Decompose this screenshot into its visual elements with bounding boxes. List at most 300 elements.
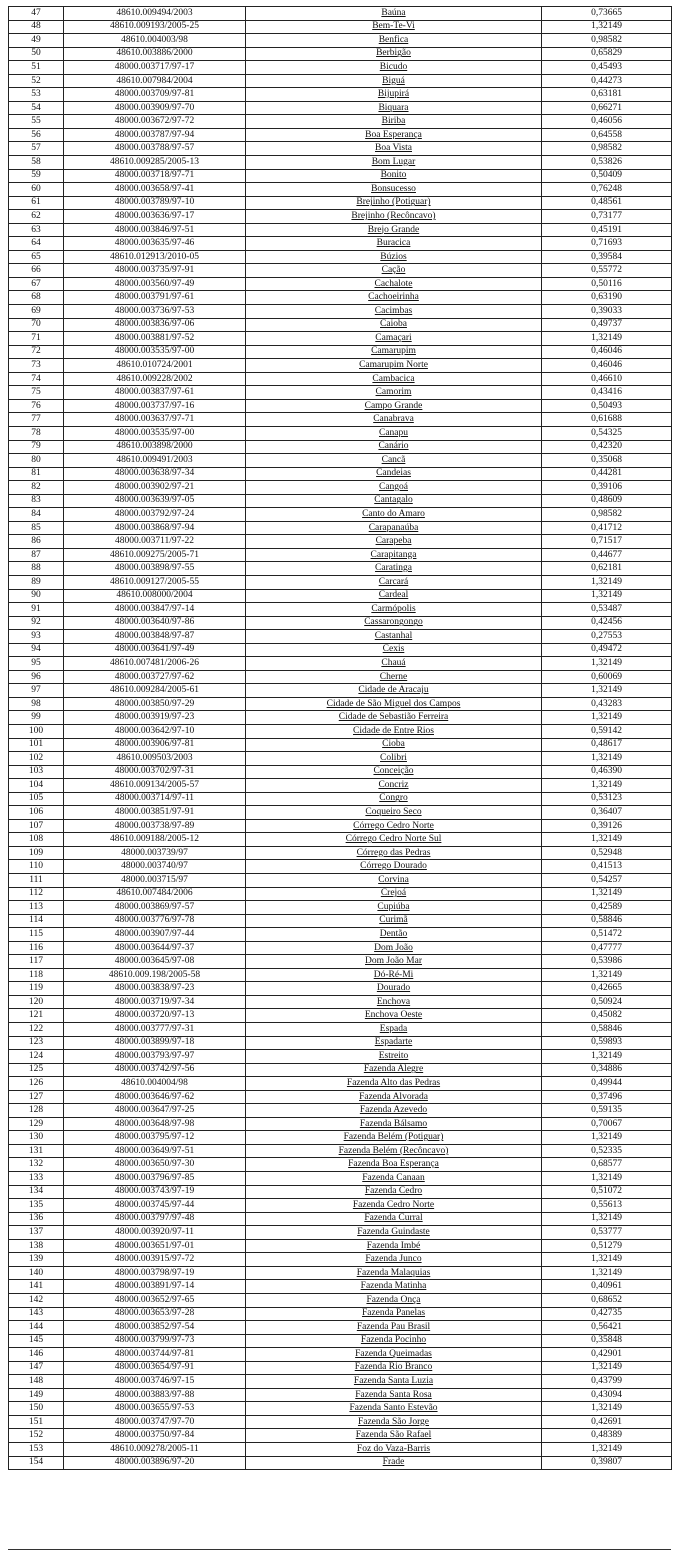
value-cell: 0,39584 (542, 250, 672, 264)
field-name-cell: Baúna (246, 7, 542, 21)
table-row (9, 20, 672, 34)
value-cell: 1,32149 (542, 1131, 672, 1145)
value-cell: 0,48609 (542, 494, 672, 508)
process-number-cell: 48610.009491/2003 (64, 454, 246, 468)
process-number-cell: 48000.003907/97-44 (64, 928, 246, 942)
row-number-cell: 111 (9, 874, 64, 888)
process-number-cell: 48000.003750/97-84 (64, 1429, 246, 1443)
table-row (9, 318, 672, 332)
row-number-cell: 57 (9, 142, 64, 156)
row-number-cell: 97 (9, 684, 64, 698)
process-number-cell: 48000.003648/97-98 (64, 1117, 246, 1131)
field-name-cell: Caratinga (246, 562, 542, 576)
table-row (9, 562, 672, 576)
row-number-cell: 92 (9, 616, 64, 630)
table-row (9, 765, 672, 779)
field-name-cell: Fazenda Belém (Potiguar) (246, 1131, 542, 1145)
value-cell: 0,46610 (542, 372, 672, 386)
row-number-cell: 93 (9, 630, 64, 644)
field-name-cell: Fazenda Matinha (246, 1280, 542, 1294)
row-number-cell: 62 (9, 210, 64, 224)
table-row (9, 305, 672, 319)
table-row (9, 494, 672, 508)
row-number-cell: 52 (9, 74, 64, 88)
table-row (9, 833, 672, 847)
process-number-cell: 48000.003838/97-23 (64, 982, 246, 996)
value-cell: 0,39807 (542, 1456, 672, 1470)
value-cell: 0,39033 (542, 305, 672, 319)
row-number-cell: 77 (9, 413, 64, 427)
table-row (9, 752, 672, 766)
row-number-cell: 47 (9, 7, 64, 21)
field-name-cell: Camorim (246, 386, 542, 400)
value-cell: 0,53123 (542, 792, 672, 806)
value-cell: 0,61688 (542, 413, 672, 427)
value-cell: 0,42735 (542, 1307, 672, 1321)
value-cell: 0,48617 (542, 738, 672, 752)
table-row (9, 1321, 672, 1335)
table-row (9, 1185, 672, 1199)
process-number-cell: 48000.003899/97-18 (64, 1036, 246, 1050)
table-row (9, 521, 672, 535)
table-row (9, 1293, 672, 1307)
process-number-cell: 48000.003739/97 (64, 846, 246, 860)
table-row (9, 1388, 672, 1402)
value-cell: 1,32149 (542, 1172, 672, 1186)
process-number-cell: 48000.003717/97-17 (64, 61, 246, 75)
process-number-cell: 48610.008000/2004 (64, 589, 246, 603)
row-number-cell: 86 (9, 535, 64, 549)
field-name-cell: Bijupirá (246, 88, 542, 102)
field-name-cell: Bem-Te-Vi (246, 20, 542, 34)
process-number-cell: 48000.003641/97-49 (64, 643, 246, 657)
value-cell: 1,32149 (542, 575, 672, 589)
table-row (9, 1334, 672, 1348)
table-row (9, 413, 672, 427)
value-cell: 0,63190 (542, 291, 672, 305)
table-row (9, 860, 672, 874)
table-row (9, 426, 672, 440)
field-name-cell: Córrego das Pedras (246, 846, 542, 860)
row-number-cell: 129 (9, 1117, 64, 1131)
row-number-cell: 106 (9, 806, 64, 820)
value-cell: 0,53826 (542, 156, 672, 170)
value-cell: 0,58846 (542, 1023, 672, 1037)
field-name-cell: Cassarongongo (246, 616, 542, 630)
row-number-cell: 108 (9, 833, 64, 847)
value-cell: 1,32149 (542, 1266, 672, 1280)
process-number-cell: 48000.003720/97-13 (64, 1009, 246, 1023)
row-number-cell: 118 (9, 968, 64, 982)
process-number-cell: 48000.003836/97-06 (64, 318, 246, 332)
field-name-cell: Fazenda Alvorada (246, 1090, 542, 1104)
table-row (9, 887, 672, 901)
field-name-cell: Cexis (246, 643, 542, 657)
value-cell: 0,43416 (542, 386, 672, 400)
row-number-cell: 139 (9, 1253, 64, 1267)
process-number-cell: 48000.003883/97-88 (64, 1388, 246, 1402)
table-row (9, 1117, 672, 1131)
field-name-cell: Cantagalo (246, 494, 542, 508)
process-number-cell: 48610.009494/2003 (64, 7, 246, 21)
value-cell: 1,32149 (542, 1402, 672, 1416)
field-name-cell: Boa Vista (246, 142, 542, 156)
row-number-cell: 65 (9, 250, 64, 264)
row-number-cell: 60 (9, 183, 64, 197)
row-number-cell: 147 (9, 1361, 64, 1375)
table-row (9, 210, 672, 224)
field-name-cell: Berbigão (246, 47, 542, 61)
process-number-cell: 48000.003744/97-81 (64, 1348, 246, 1362)
value-cell: 1,32149 (542, 20, 672, 34)
table-row (9, 372, 672, 386)
row-number-cell: 133 (9, 1172, 64, 1186)
row-number-cell: 104 (9, 779, 64, 793)
row-number-cell: 74 (9, 372, 64, 386)
process-number-cell: 48610.003886/2000 (64, 47, 246, 61)
table-row (9, 589, 672, 603)
field-name-cell: Fazenda Guindaste (246, 1226, 542, 1240)
table-row (9, 1090, 672, 1104)
table-row (9, 142, 672, 156)
table-row (9, 684, 672, 698)
process-number-cell: 48610.004004/98 (64, 1077, 246, 1091)
table-row (9, 901, 672, 915)
value-cell: 1,32149 (542, 779, 672, 793)
row-number-cell: 85 (9, 521, 64, 535)
value-cell: 0,64558 (542, 128, 672, 142)
field-name-cell: Brejinho (Potiguar) (246, 196, 542, 210)
value-cell: 1,32149 (542, 684, 672, 698)
process-number-cell: 48000.003640/97-86 (64, 616, 246, 630)
row-number-cell: 68 (9, 291, 64, 305)
field-name-cell: Carapeba (246, 535, 542, 549)
field-name-cell: Cancã (246, 454, 542, 468)
row-number-cell: 78 (9, 426, 64, 440)
process-number-cell: 48610.009.198/2005-58 (64, 968, 246, 982)
field-name-cell: Biriba (246, 115, 542, 129)
process-number-cell: 48610.010724/2001 (64, 359, 246, 373)
row-number-cell: 148 (9, 1375, 64, 1389)
row-number-cell: 146 (9, 1348, 64, 1362)
value-cell: 0,55613 (542, 1199, 672, 1213)
table-row (9, 128, 672, 142)
value-cell: 0,37496 (542, 1090, 672, 1104)
value-cell: 0,59893 (542, 1036, 672, 1050)
field-name-cell: Bonsucesso (246, 183, 542, 197)
value-cell: 0,73665 (542, 7, 672, 21)
field-name-cell: Fazenda Onça (246, 1293, 542, 1307)
process-number-cell: 48610.009275/2005-71 (64, 548, 246, 562)
row-number-cell: 96 (9, 670, 64, 684)
row-number-cell: 120 (9, 995, 64, 1009)
table-row (9, 846, 672, 860)
field-name-cell: Dó-Ré-Mi (246, 968, 542, 982)
table-row (9, 440, 672, 454)
field-name-cell: Cachoeirinha (246, 291, 542, 305)
field-name-cell: Fazenda Santa Rosa (246, 1388, 542, 1402)
row-number-cell: 143 (9, 1307, 64, 1321)
process-number-cell: 48000.003735/97-91 (64, 264, 246, 278)
process-number-cell: 48000.003869/97-57 (64, 901, 246, 915)
field-name-cell: Fazenda Cedro (246, 1185, 542, 1199)
table-row (9, 1226, 672, 1240)
process-number-cell: 48000.003837/97-61 (64, 386, 246, 400)
value-cell: 0,53487 (542, 603, 672, 617)
process-number-cell: 48610.007481/2006-26 (64, 657, 246, 671)
value-cell: 0,48561 (542, 196, 672, 210)
process-number-cell: 48000.003644/97-37 (64, 941, 246, 955)
row-number-cell: 71 (9, 332, 64, 346)
value-cell: 0,52335 (542, 1144, 672, 1158)
row-number-cell: 122 (9, 1023, 64, 1037)
field-name-cell: Estreito (246, 1050, 542, 1064)
value-cell: 0,51472 (542, 928, 672, 942)
table-row (9, 1009, 672, 1023)
table-row (9, 183, 672, 197)
table-row (9, 697, 672, 711)
process-number-cell: 48000.003715/97 (64, 874, 246, 888)
row-number-cell: 87 (9, 548, 64, 562)
row-number-cell: 99 (9, 711, 64, 725)
value-cell: 1,32149 (542, 1050, 672, 1064)
row-number-cell: 144 (9, 1321, 64, 1335)
row-number-cell: 105 (9, 792, 64, 806)
value-cell: 1,32149 (542, 332, 672, 346)
value-cell: 0,60069 (542, 670, 672, 684)
field-name-cell: Espada (246, 1023, 542, 1037)
field-name-cell: Coqueiro Seco (246, 806, 542, 820)
process-number-cell: 48000.003535/97-00 (64, 426, 246, 440)
row-number-cell: 151 (9, 1415, 64, 1429)
row-number-cell: 128 (9, 1104, 64, 1118)
table-row (9, 61, 672, 75)
process-number-cell: 48000.003645/97-08 (64, 955, 246, 969)
table-row (9, 1172, 672, 1186)
process-number-cell: 48610.007984/2004 (64, 74, 246, 88)
table-row (9, 7, 672, 21)
row-number-cell: 72 (9, 345, 64, 359)
value-cell: 0,44677 (542, 548, 672, 562)
field-name-cell: Bonito (246, 169, 542, 183)
table-row (9, 277, 672, 291)
field-name-cell: Fazenda Bálsamo (246, 1117, 542, 1131)
row-number-cell: 54 (9, 101, 64, 115)
row-number-cell: 109 (9, 846, 64, 860)
table-row (9, 1036, 672, 1050)
field-name-cell: Fazenda Junco (246, 1253, 542, 1267)
field-name-cell: Dourado (246, 982, 542, 996)
table-body (9, 7, 672, 1470)
process-number-cell: 48000.003798/97-19 (64, 1266, 246, 1280)
row-number-cell: 132 (9, 1158, 64, 1172)
value-cell: 0,46056 (542, 115, 672, 129)
row-number-cell: 121 (9, 1009, 64, 1023)
value-cell: 0,39126 (542, 819, 672, 833)
value-cell: 0,47777 (542, 941, 672, 955)
value-cell: 0,54325 (542, 426, 672, 440)
value-cell: 0,43283 (542, 697, 672, 711)
field-name-cell: Córrego Cedro Norte (246, 819, 542, 833)
value-cell: 0,58846 (542, 914, 672, 928)
row-number-cell: 90 (9, 589, 64, 603)
process-number-cell: 48000.003636/97-17 (64, 210, 246, 224)
value-cell: 0,35848 (542, 1334, 672, 1348)
process-number-cell: 48000.003714/97-11 (64, 792, 246, 806)
row-number-cell: 66 (9, 264, 64, 278)
value-cell: 0,59135 (542, 1104, 672, 1118)
row-number-cell: 153 (9, 1442, 64, 1456)
process-number-cell: 48000.003560/97-49 (64, 277, 246, 291)
value-cell: 0,42589 (542, 901, 672, 915)
table-row (9, 874, 672, 888)
process-number-cell: 48000.003747/97-70 (64, 1415, 246, 1429)
field-name-cell: Cação (246, 264, 542, 278)
process-number-cell: 48610.009127/2005-55 (64, 575, 246, 589)
table-row (9, 1077, 672, 1091)
row-number-cell: 94 (9, 643, 64, 657)
table-row (9, 264, 672, 278)
field-name-cell: Chauá (246, 657, 542, 671)
table-row (9, 508, 672, 522)
table-row (9, 1023, 672, 1037)
row-number-cell: 137 (9, 1226, 64, 1240)
table-row (9, 643, 672, 657)
field-name-cell: Buracica (246, 237, 542, 251)
row-number-cell: 80 (9, 454, 64, 468)
process-number-cell: 48000.003915/97-72 (64, 1253, 246, 1267)
value-cell: 1,32149 (542, 752, 672, 766)
value-cell: 0,40961 (542, 1280, 672, 1294)
process-number-cell: 48000.003727/97-62 (64, 670, 246, 684)
table-row (9, 1442, 672, 1456)
process-number-cell: 48000.003777/97-31 (64, 1023, 246, 1037)
process-number-cell: 48000.003639/97-05 (64, 494, 246, 508)
process-number-cell: 48000.003920/97-11 (64, 1226, 246, 1240)
process-number-cell: 48000.003702/97-31 (64, 765, 246, 779)
field-name-cell: Cardeal (246, 589, 542, 603)
table-row (9, 968, 672, 982)
field-name-cell: Cidade de São Miguel dos Campos (246, 697, 542, 711)
field-name-cell: Corvina (246, 874, 542, 888)
field-name-cell: Fazenda Imbé (246, 1239, 542, 1253)
value-cell: 0,45082 (542, 1009, 672, 1023)
process-number-cell: 48000.003742/97-56 (64, 1063, 246, 1077)
row-number-cell: 59 (9, 169, 64, 183)
process-number-cell: 48000.003868/97-94 (64, 521, 246, 535)
table-row (9, 724, 672, 738)
row-number-cell: 83 (9, 494, 64, 508)
process-number-cell: 48610.009134/2005-57 (64, 779, 246, 793)
field-name-cell: Caioba (246, 318, 542, 332)
field-name-cell: Foz do Vaza-Barris (246, 1442, 542, 1456)
row-number-cell: 113 (9, 901, 64, 915)
process-number-cell: 48000.003738/97-89 (64, 819, 246, 833)
value-cell: 0,35068 (542, 454, 672, 468)
value-cell: 1,32149 (542, 1212, 672, 1226)
process-number-cell: 48000.003776/97-78 (64, 914, 246, 928)
field-name-cell: Carapitanga (246, 548, 542, 562)
table-row (9, 88, 672, 102)
process-number-cell: 48000.003649/97-51 (64, 1144, 246, 1158)
table-row (9, 454, 672, 468)
value-cell: 0,52948 (542, 846, 672, 860)
field-name-cell: Brejo Grande (246, 223, 542, 237)
process-number-cell: 48000.003743/97-19 (64, 1185, 246, 1199)
table-row (9, 47, 672, 61)
table-row (9, 223, 672, 237)
process-number-cell: 48000.003654/97-91 (64, 1361, 246, 1375)
row-number-cell: 73 (9, 359, 64, 373)
row-number-cell: 107 (9, 819, 64, 833)
row-number-cell: 50 (9, 47, 64, 61)
value-cell: 0,50493 (542, 399, 672, 413)
row-number-cell: 138 (9, 1239, 64, 1253)
field-name-cell: Canabrava (246, 413, 542, 427)
table-row (9, 1199, 672, 1213)
value-cell: 0,50116 (542, 277, 672, 291)
field-name-cell: Fazenda Boa Esperança (246, 1158, 542, 1172)
process-number-cell: 48000.003711/97-22 (64, 535, 246, 549)
row-number-cell: 101 (9, 738, 64, 752)
process-number-cell: 48000.003651/97-01 (64, 1239, 246, 1253)
process-number-cell: 48000.003647/97-25 (64, 1104, 246, 1118)
row-number-cell: 126 (9, 1077, 64, 1091)
value-cell: 0,45493 (542, 61, 672, 75)
table-row (9, 399, 672, 413)
process-number-cell: 48610.009285/2005-13 (64, 156, 246, 170)
field-name-cell: Carcará (246, 575, 542, 589)
value-cell: 0,49472 (542, 643, 672, 657)
table-row (9, 34, 672, 48)
table-row (9, 386, 672, 400)
process-number-cell: 48610.009284/2005-61 (64, 684, 246, 698)
field-name-cell: Dom João (246, 941, 542, 955)
table-row (9, 1266, 672, 1280)
field-name-cell: Fazenda Alegre (246, 1063, 542, 1077)
document-page (8, 6, 671, 1470)
row-number-cell: 82 (9, 481, 64, 495)
value-cell: 0,62181 (542, 562, 672, 576)
table-row (9, 1063, 672, 1077)
field-name-cell: Carmópolis (246, 603, 542, 617)
field-name-cell: Fazenda Pau Brasil (246, 1321, 542, 1335)
process-number-cell: 48000.003898/97-55 (64, 562, 246, 576)
table-row (9, 237, 672, 251)
process-number-cell: 48000.003852/97-54 (64, 1321, 246, 1335)
field-name-cell: Canapu (246, 426, 542, 440)
field-name-cell: Campo Grande (246, 399, 542, 413)
row-number-cell: 70 (9, 318, 64, 332)
value-cell: 0,51072 (542, 1185, 672, 1199)
process-number-cell: 48000.003745/97-44 (64, 1199, 246, 1213)
field-name-cell: Cangoá (246, 481, 542, 495)
value-cell: 0,42456 (542, 616, 672, 630)
process-number-cell: 48610.007484/2006 (64, 887, 246, 901)
value-cell: 0,51279 (542, 1239, 672, 1253)
table-row (9, 1131, 672, 1145)
row-number-cell: 141 (9, 1280, 64, 1294)
field-name-cell: Búzios (246, 250, 542, 264)
table-row (9, 711, 672, 725)
table-row (9, 169, 672, 183)
field-name-cell: Camarupim (246, 345, 542, 359)
row-number-cell: 131 (9, 1144, 64, 1158)
field-name-cell: Fazenda Curral (246, 1212, 542, 1226)
process-number-cell: 48000.003891/97-14 (64, 1280, 246, 1294)
field-name-cell: Congro (246, 792, 542, 806)
row-number-cell: 53 (9, 88, 64, 102)
